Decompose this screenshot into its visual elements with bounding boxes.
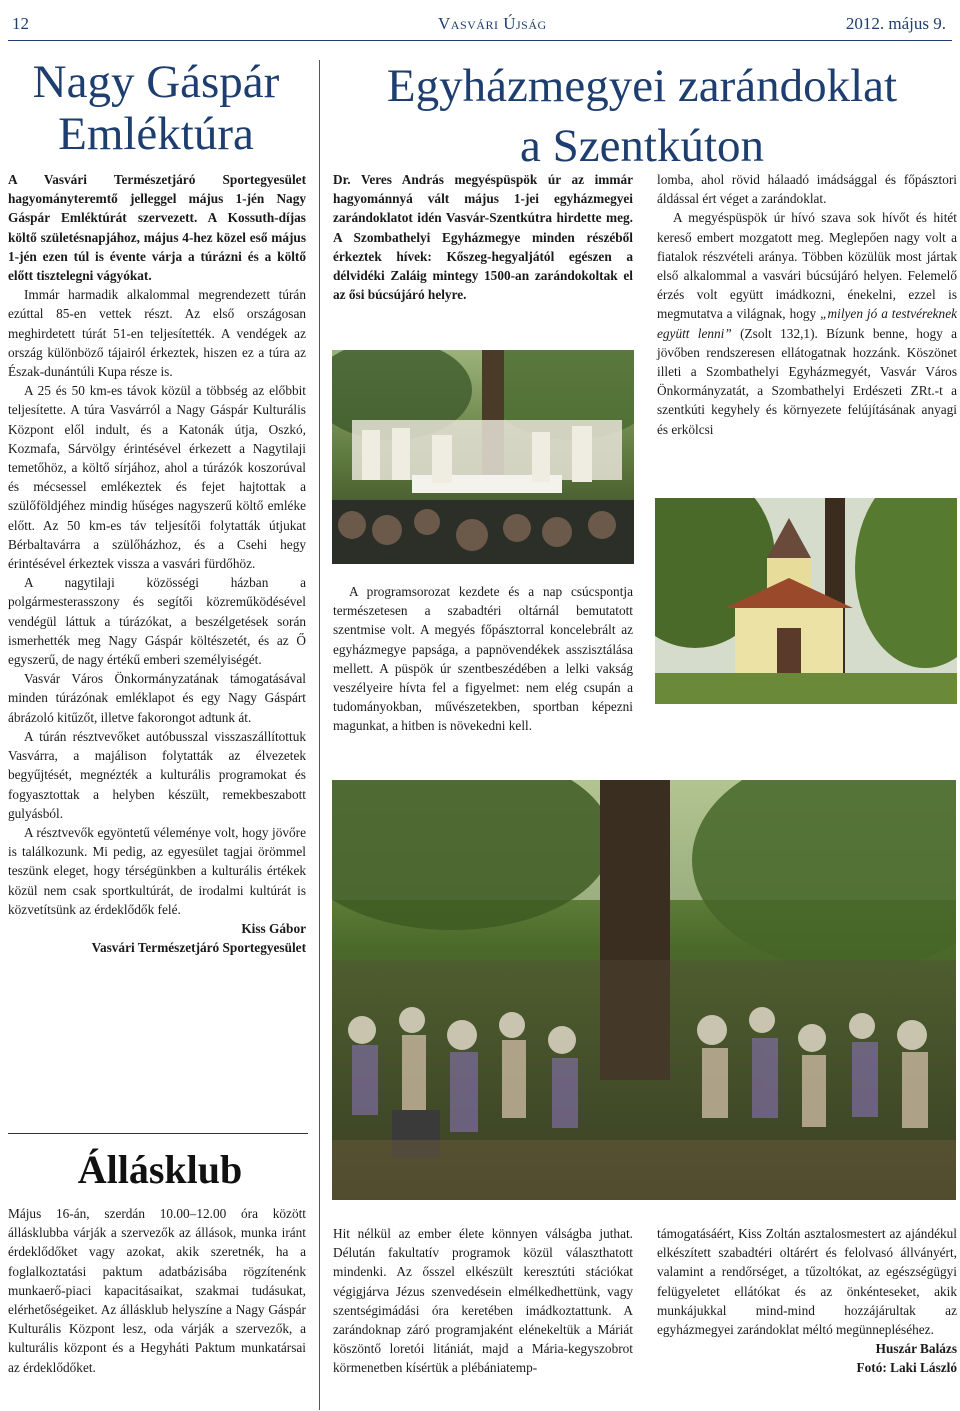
section-rule bbox=[8, 1133, 308, 1134]
article1-paragraph: A túrán résztvevőket autóbusszal visszaszállítottuk Vasvárra, a majálison folytatták az élvezetek begyűjtését, megnézték a kulturális programokat és fogyasztottak a helyben készült, remekbeszabott gulyásból. bbox=[8, 728, 306, 821]
crowd-photo-image bbox=[332, 780, 956, 1200]
article3-lead-column bbox=[333, 170, 633, 304]
article3-text-part: A megyéspüspök úr hívó szava sok hívőt és hitét kereső embert mozgatott meg. Meglepően nagy volt a fiatalok részvételi aránya. Többen közülük most jártak első alkalommal a vasvári búcsújáró helyen. Felemelő érzés volt együtt imádkozni, énekelni, ezzel is megmutatva a világnak, hogy bbox=[657, 210, 957, 322]
article3-text: A programsorozat kezdete és a nap csúcspontja természetesen a szabadtéri oltárnál bemutatott szentmise volt. A megyés főpásztorral koncelebrált az egyházmegye papsága, a papnövendékek asszisztálása mellett. A püspök úr szentbeszédében a lelki vakság veszélyeire hívta fel a figyelmet: nem elég csupán a tudományokban, művészetekben, sportban képezni magunkat, a hitben is növekedni kell. bbox=[333, 584, 633, 734]
article1-title-line2: Emléktúra bbox=[58, 108, 254, 160]
header-rule bbox=[8, 40, 952, 41]
article1-paragraph: A 25 és 50 km-es távok közül a többség az előbbit teljesítette. A túra Vasvárról a Nagy Gáspár Kulturális Központ elől indult, és a Katonák útja, Oszkó, Kozmafa, Sárvölgy érintésével érkezett a Nagytilaji temetőhöz, a költő sírjához, ahol a túrázók koszorúval és mécsessel emlékeztek és fejet hajtottak a szülőföldjéhez mindig hűséges nagyszerű költő emléke előtt. Az 50 km-es táv teljesítői folytatták útjukat Bérbaltavárra a szülőházhoz, és a Csehi hegy érintésével érkeztek vissza a vasvári fürdőhöz. bbox=[8, 383, 306, 572]
article3-text-part: (Zsolt 132,1). Bízunk benne, hogy a jövőben rendszeresen ellátogatnak hozzánk. Köszönet illeti a Szombathelyi Egyházmegyét, Vasvár Város Önkormányzatát, a Szombathelyi Erdészeti ZRt.-t a szentkúti kegyhely és környezete felújításának anyagi és erkölcsi bbox=[657, 325, 958, 437]
article3-title-line1: Egyházmegyei zarándoklat bbox=[386, 60, 898, 112]
issue-date: 2012. május 9. bbox=[845, 14, 946, 33]
page-header bbox=[0, 0, 960, 40]
mass-photo bbox=[332, 350, 634, 564]
mass-photo-image bbox=[332, 350, 634, 564]
article3-text bbox=[657, 208, 957, 438]
article3-text: támogatásáért, Kiss Zoltán asztalosmestert az ajándékul elkészített szabadtéri oltárért és felolvasó állványért, valamint a rendőrséget, a tűzoltókat, az egészségügyi felügyeletet ellátókat és az önkénteseket, akik munkájukkal mind-mind hozzájárultak az egyházmegyei zarándoklat méltó megünnepléséhez. bbox=[657, 1226, 957, 1338]
article3-right-column-top bbox=[657, 170, 957, 439]
article1-paragraph: A nagytilaji közösségi házban a polgármesterasszony és segítői közreműködésével vendégül láttuk a túrázókat, a beszélgetések során ismerhették meg Nagy Gáspár költészetét, és az Ő egyszerű, de nagy értékű emberi személyiségét. bbox=[8, 575, 306, 668]
column-divider bbox=[319, 60, 320, 1410]
chapel-photo-image bbox=[655, 498, 957, 704]
article1-author: Kiss Gábor bbox=[241, 920, 306, 936]
article3-title bbox=[324, 56, 960, 176]
article2-text: Május 16-án, szerdán 10.00–12.00 óra között állásklubba várják a szervezők az állások, munka iránt érdeklődőket vagy azokat, akik szeretnék, ha a foglalkoztatási paktum adatbázisába rögzítenénk munkaerő-piaci kapacitásaikat, szakmai tudásukat, elérhetőségeiket. Az állásklub helyszíne a Nagy Gáspár Kulturális Központ lesz, oda várják a szervezők, a kulturális központ és a Hegyháti Paktum munkatársai az érdeklődőket. bbox=[8, 1206, 306, 1375]
article1-org: Vasvári Természetjáró Sportegyesület bbox=[91, 940, 306, 956]
article3-text: lomba, ahol rövid hálaadó imádsággal és főpásztori áldással ért véget a zarándoklat. bbox=[657, 172, 957, 207]
photo-credit: Fotó: Laki László bbox=[856, 1360, 957, 1376]
masthead: Vasvári Újság bbox=[438, 14, 547, 33]
article1-paragraph: A résztvevők egyöntetű véleménye volt, hogy jövőre is találkozunk. Mi pedig, az egyesület tagjai örömmel teszünk eleget, hogy térségünkben a kulturális értékek közül nem csak sportkultúrát, de irodalmi kultúrát is közvetítsünk az érdeklődők felé. bbox=[8, 824, 306, 917]
article3-author: Huszár Balázs bbox=[875, 1341, 957, 1357]
article1-body bbox=[8, 170, 306, 957]
article2-title: Állásklub bbox=[77, 1147, 243, 1192]
article3-lead: Dr. Veres András megyéspüspök úr az immár hagyománnyá vált május 1-jei egyházmegyei zarándoklatot idén Vasvár-Szentkútra hirdette meg. A Szombathelyi Egyházmegye minden részéből érkeztek hívek: Kőszeg-hegyaljától egészen a délvidéki Zaláig mintegy 1500-an zarándokoltak el az ősi búcsújáró helyre. bbox=[333, 172, 633, 303]
article1-paragraph: Immár harmadik alkalommal megrendezett túrán ezúttal 85-en vettek részt. Az első országosan meghirdetett túrát 51-en teljesítették. A vendégek az ország különböző tájairól érkeztek, hiszen ez a túra az Észak-dunántúli Kupa része is. bbox=[8, 287, 306, 380]
article3-quote: „milyen jó a testvéreknek együtt lenni” bbox=[657, 306, 957, 341]
article3-middle-column bbox=[333, 582, 633, 736]
article1-title-line1: Nagy Gáspár bbox=[32, 56, 280, 108]
article3-bottom-right bbox=[657, 1224, 957, 1378]
article3-text: Hit nélkül az ember élete könnyen válságba juthat. Délután fakultatív programok közül választhatott mindenki. Az ősszel elkészült keresztúti stációkat végigjárva Jézus szenvedésein elmélkedhettünk, vagy szentségimádási óra keretében imádkoztattunk. A zarándoknap záró programjaként elénekeltük a Máriát köszöntő loretói litániát, majd a Mária-kegyszobrot körmenetben kísértük a plébániatemp- bbox=[333, 1226, 633, 1376]
article3-bottom-middle bbox=[333, 1224, 633, 1378]
article3-title-line2: a Szentkúton bbox=[519, 120, 765, 172]
article1-paragraph: Vasvár Város Önkormányzatának támogatásával minden túrázónak emléklapot és egy Nagy Gáspárt ábrázoló kitűzőt, illetve fakorongot adtunk át. bbox=[8, 671, 306, 725]
article1-lead: A Vasvári Természetjáró Sportegyesület hagyományteremtő jelleggel május 1-jén Nagy Gáspár Emléktúrát szervezett. A Kossuth-díjas költő születésnapjához, május 4-hez közel eső május 1-jén ezen túl is évente várja a túrázni és a költő előtt tisztelegni vágyókat. bbox=[8, 172, 306, 284]
article1-title bbox=[6, 56, 306, 160]
article2-body bbox=[8, 1204, 306, 1377]
crowd-photo bbox=[332, 780, 956, 1200]
chapel-photo bbox=[655, 498, 957, 704]
page-number: 12 bbox=[12, 14, 29, 33]
